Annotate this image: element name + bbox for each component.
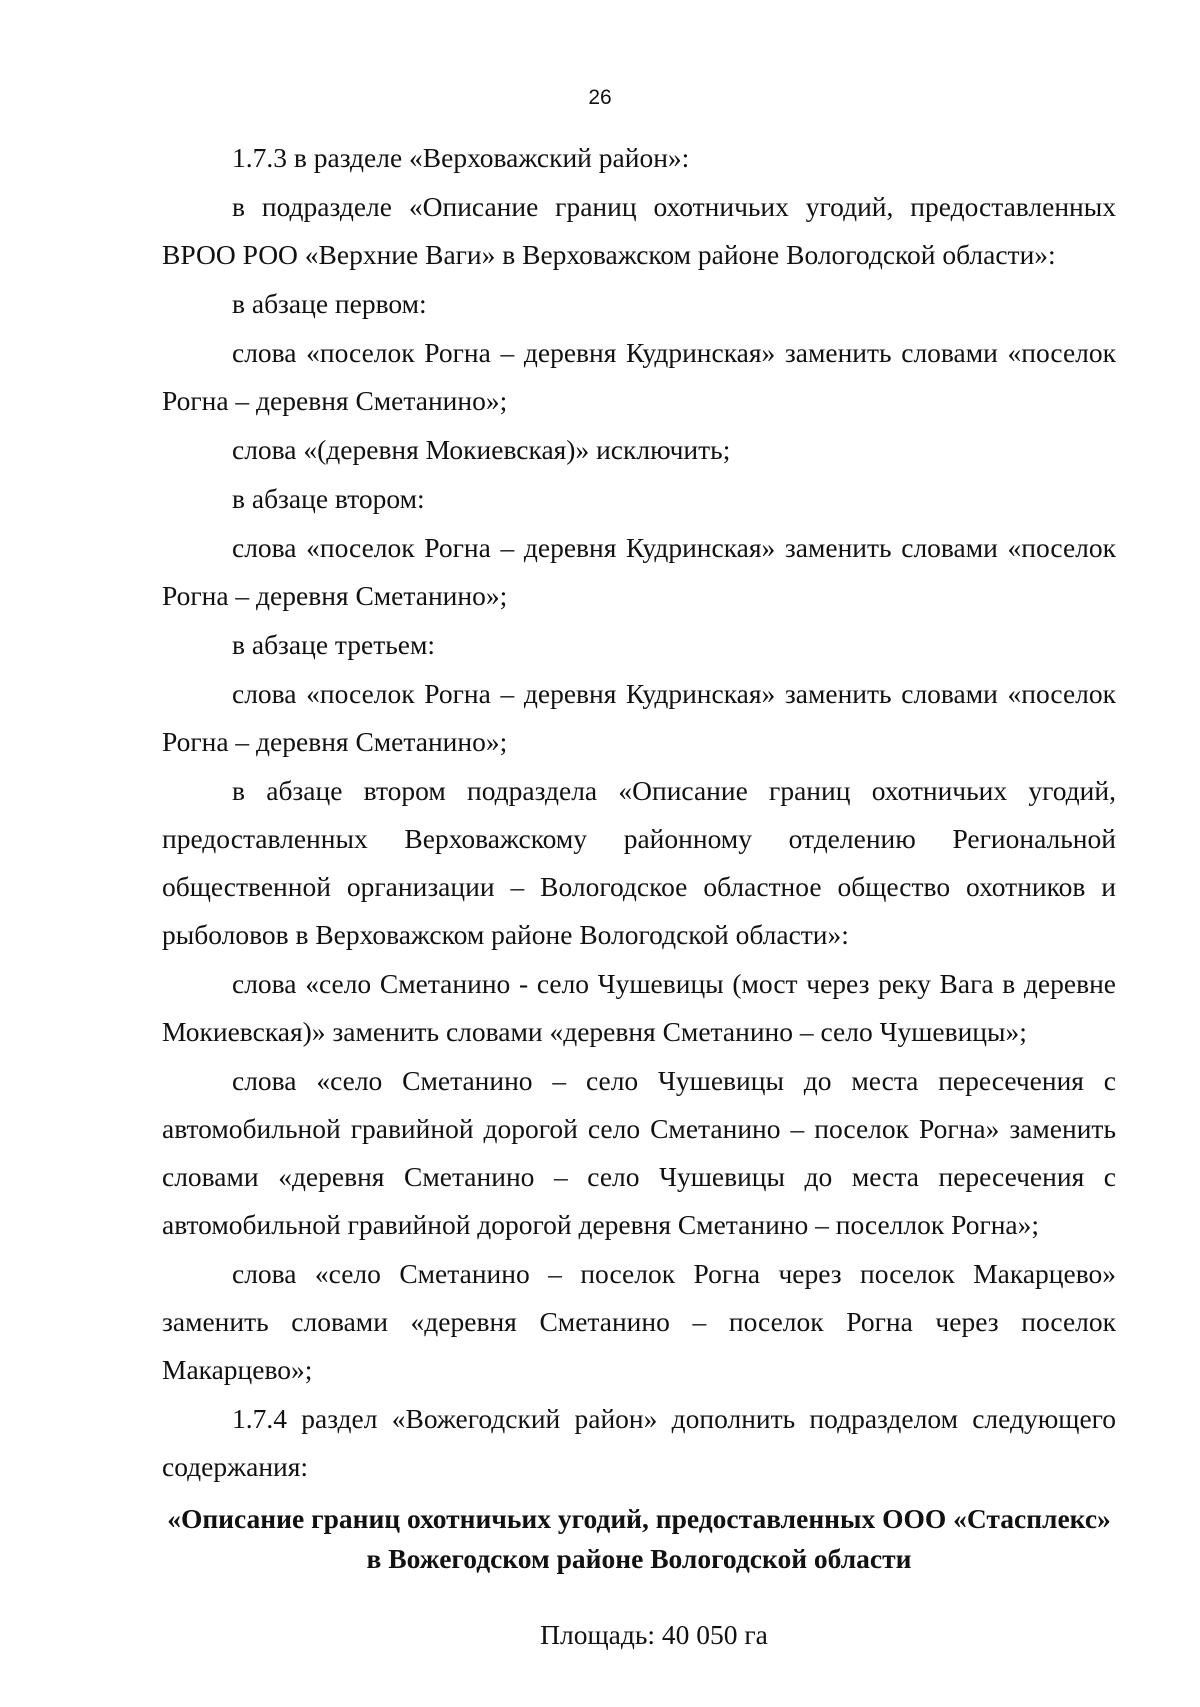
paragraph-subsection-district: в абзаце втором подраздела «Описание границ охотничьих угодий, предоставленных Верховажскому районному отделению Региональной общественной организации – Вологодское областное общество охотников и рыболовов в Верховажском районе Вологодской области»: [162,775,1116,950]
paragraph-replace-5: слова «село Сметанино – село Чушевицы до места пересечения с автомобильной гравийной дорогой село Сметанино – поселок Рогна» заменить словами «деревня Сметанино – село Чушевицы до места пересечения с автомобильной гравийной дорогой деревня Сметанино – поселлок Рогна»; [162,1065,1116,1240]
paragraph-replace-4: слова «село Сметанино - село Чушевицы (мост через реку Вага в деревне Мокиевская)» заменить словами «деревня Сметанино – село Чушевицы»; [162,968,1116,1047]
paragraph-subsection-vroo: в подразделе «Описание границ охотничьих угодий, предоставленных ВРОО РОО «Верхние Ваги» в Верховажском районе Вологодской области»: [162,191,1116,270]
paragraph-section-1-7-4: 1.7.4 раздел «Вожегодский район» дополнить подразделом следующего содержания: [162,1403,1116,1482]
paragraph-replace-2: слова «поселок Рогна – деревня Кудринская» заменить словами «поселок Рогна – деревня Сметанино»; [162,532,1116,611]
paragraph-exclude: слова «(деревня Мокиевская)» исключить; [232,434,731,465]
document-body [162,134,1116,1659]
area-value: Площадь: 40 050 га [540,1619,768,1650]
paragraph-replace-3: слова «поселок Рогна – деревня Кудринская» заменить словами «поселок Рогна – деревня Сметанино»; [162,678,1116,757]
subsection-heading [162,1499,1116,1579]
paragraph-second-para: в абзаце втором: [232,483,425,514]
paragraph-section-1-7-3: 1.7.3 в разделе «Верховажский район»: [232,142,690,173]
paragraph-first-para: в абзаце первом: [232,288,427,319]
page-number: 26 [588,86,612,109]
subsection-heading-line-2: в Вожегодском районе Вологодской области [366,1543,912,1574]
paragraph-replace-1: слова «поселок Рогна – деревня Кудринская» заменить словами «поселок Рогна – деревня Сметанино»; [162,337,1116,416]
subsection-heading-line-1: «Описание границ охотничьих угодий, предоставленных ООО «Стасплекс» [167,1503,1111,1534]
paragraph-third-para: в абзаце третьем: [232,629,436,660]
paragraph-replace-6: слова «село Сметанино – поселок Рогна через поселок Макарцево» заменить словами «деревня Сметанино – поселок Рогна через поселок Макарцево»; [162,1258,1116,1385]
